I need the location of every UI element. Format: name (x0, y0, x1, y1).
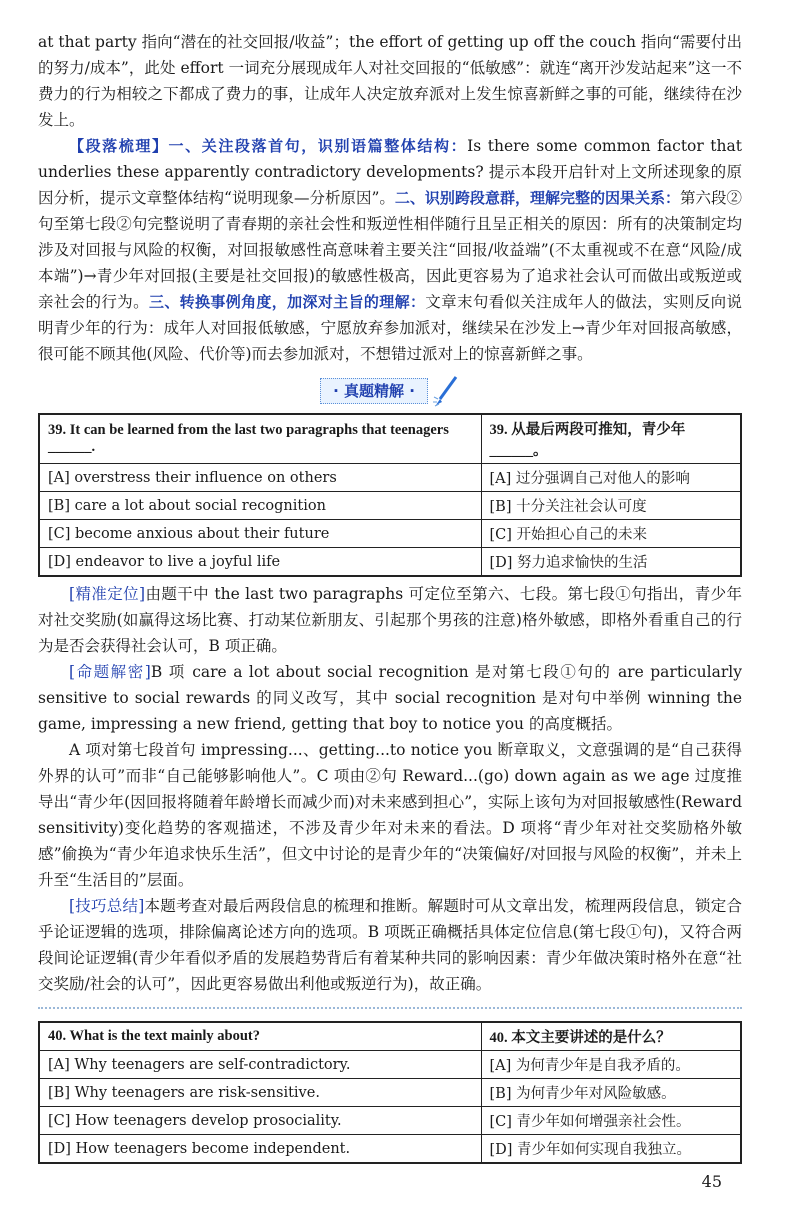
question-39-en: 39. It can be learned from the last two paragraphs that teenagers ______. (39, 414, 481, 464)
option-40-b-zh[interactable]: [B] 为何青少年对风险敏感。 (481, 1079, 741, 1107)
section-banner-row (38, 375, 742, 407)
question-40-en: 40. What is the text mainly about? (39, 1022, 481, 1051)
option-40-a-en[interactable]: [A] Why teenagers are self-contradictory. (39, 1051, 481, 1079)
structure-text-1: Is there some common factor that underlies these apparently contradictory developments? 提示本段开启针对上文所述现象的原因分析，提示文章整体结构“说明现象—分析原因”。 (38, 137, 742, 207)
structure-text-2: 第六段②句至第七段②句完整说明了青春期的亲社会性和叛逆性相伴随行且呈正相关的原因：所有的决策制定均涉及对回报与风险的权衡，对回报敏感性高意味着主要关注“回报/收益端”(不太重视或不在意“风险/成本端”)→青少年对回报(主要是社交回报)的敏感性极高，因此更容易为了追求社会认可而做出或叛逆或亲社会的行为。 (38, 189, 742, 311)
option-40-d-zh[interactable]: [D] 青少年如何实现自我独立。 (481, 1135, 741, 1164)
structure-heading-1: 一、关注段落首句，识别语篇整体结构： (168, 137, 468, 155)
analysis-locate-label: [精准定位] (69, 585, 146, 603)
analysis-tips-text: 本题考查对最后两段信息的梳理和推断。解题时可从文章出发，梳理两段信息，锁定合乎论证逻辑的选项，排除偏离论述方向的选项。B 项既正确概括具体定位信息(第七段①句)，又符合两段间论证逻辑(青少年看似矛盾的发展趋势背后有着某种共同的影响因素：青少年做决策时格外在意“社交奖励/社会的认可”，因此更容易做出利他或叛逆行为)，故正确。 (38, 897, 742, 993)
structure-heading-3: 三、转换事例角度，加深对主旨的理解： (148, 293, 426, 311)
intro-paragraph: at that party 指向“潜在的社交回报/收益”；the effort of getting up off the couch 指向“需要付出的努力/成本”，此处 effort 一词充分展现成年人对社交回报的“低敏感”：就连“离开沙发站起来”这一不费力的行为相较之下都成了费力的事，让成年人决定放弃派对上发生惊喜新鲜之事的可能，继续待在沙发上。 (38, 33, 742, 129)
option-39-b-zh[interactable]: [B] 十分关注社会认可度 (481, 492, 741, 520)
page-number: 45 (701, 1172, 722, 1191)
structure-label: 【段落梳理】 (69, 137, 169, 155)
option-40-b-en[interactable]: [B] Why teenagers are risk-sensitive. (39, 1079, 481, 1107)
analysis-distractors: A 项对第七段首句 impressing...、getting...to notice you 断章取义，文意强调的是“自己获得外界的认可”而非“自己能够影响他人”。C 项由②句 Reward...(go) down again as we age 过度推导出“青少年(因回报将随着年龄增长而减少而)对未来感到担心”，实际上该句为对回报敏感性(Reward sensitivity)变化趋势的客观描述，不涉及青少年对未来的看法。D 项将“青少年对社交奖励格外敏感”偷换为“青少年追求快乐生活”，但文中讨论的是青少年的“决策偏好/对回报与风险的权衡”，并未上升至“生活目的”层面。 (38, 741, 742, 889)
divider (38, 1007, 742, 1009)
pen-icon (432, 375, 460, 407)
section-banner: · 真题精解 · (320, 378, 428, 404)
analysis-locate (38, 581, 742, 659)
analysis-decode (38, 659, 742, 737)
question-39-table (38, 413, 742, 577)
option-39-b-en[interactable]: [B] care a lot about social recognition (39, 492, 481, 520)
option-40-a-zh[interactable]: [A] 为何青少年是自我矛盾的。 (481, 1051, 741, 1079)
option-40-c-en[interactable]: [C] How teenagers develop prosociality. (39, 1107, 481, 1135)
analysis-tips-label: [技巧总结] (69, 897, 145, 915)
option-40-c-zh[interactable]: [C] 青少年如何增强亲社会性。 (481, 1107, 741, 1135)
option-39-c-en[interactable]: [C] become anxious about their future (39, 520, 481, 548)
structure-paragraph (38, 133, 742, 367)
analysis-decode-text: B 项 care a lot about social recognition 是对第七段①句的 are particularly sensitive to social rewards 的同义改写，其中 social recognition 是对句中举例 winning the game, impressing a new friend, getting that boy to notice you 的高度概括。 (38, 663, 742, 733)
structure-text-3: 文章末句看似关注成年人的做法，实则反向说明青少年的行为：成年人对回报低敏感，宁愿放弃参加派对，继续呆在沙发上→青少年对回报高敏感，很可能不顾其他(风险、代价等)而去参加派对，不想错过派对上的惊喜新鲜之事。 (38, 293, 742, 363)
option-39-a-zh[interactable]: [A] 过分强调自己对他人的影响 (481, 464, 741, 492)
option-39-d-en[interactable]: [D] endeavor to live a joyful life (39, 548, 481, 577)
option-39-c-zh[interactable]: [C] 开始担心自己的未来 (481, 520, 741, 548)
option-39-d-zh[interactable]: [D] 努力追求愉快的生活 (481, 548, 741, 577)
question-39-zh: 39. 从最后两段可推知，青少年______。 (481, 414, 741, 464)
option-40-d-en[interactable]: [D] How teenagers become independent. (39, 1135, 481, 1164)
question-40-table (38, 1021, 742, 1164)
analysis-tips (38, 893, 742, 997)
analysis-locate-text: 由题干中 the last two paragraphs 可定位至第六、七段。第七段①句指出，青少年对社交奖励(如赢得这场比赛、打动某位新朋友、引起那个男孩的注意)格外敏感，即格外看重自己的行为是否会获得社会认可，B 项正确。 (38, 585, 742, 655)
question-40-zh: 40. 本文主要讲述的是什么？ (481, 1022, 741, 1051)
analysis-decode-label: [命题解密] (69, 663, 151, 681)
option-39-a-en[interactable]: [A] overstress their influence on others (39, 464, 481, 492)
structure-heading-2: 二、识别跨段意群，理解完整的因果关系： (394, 189, 680, 207)
